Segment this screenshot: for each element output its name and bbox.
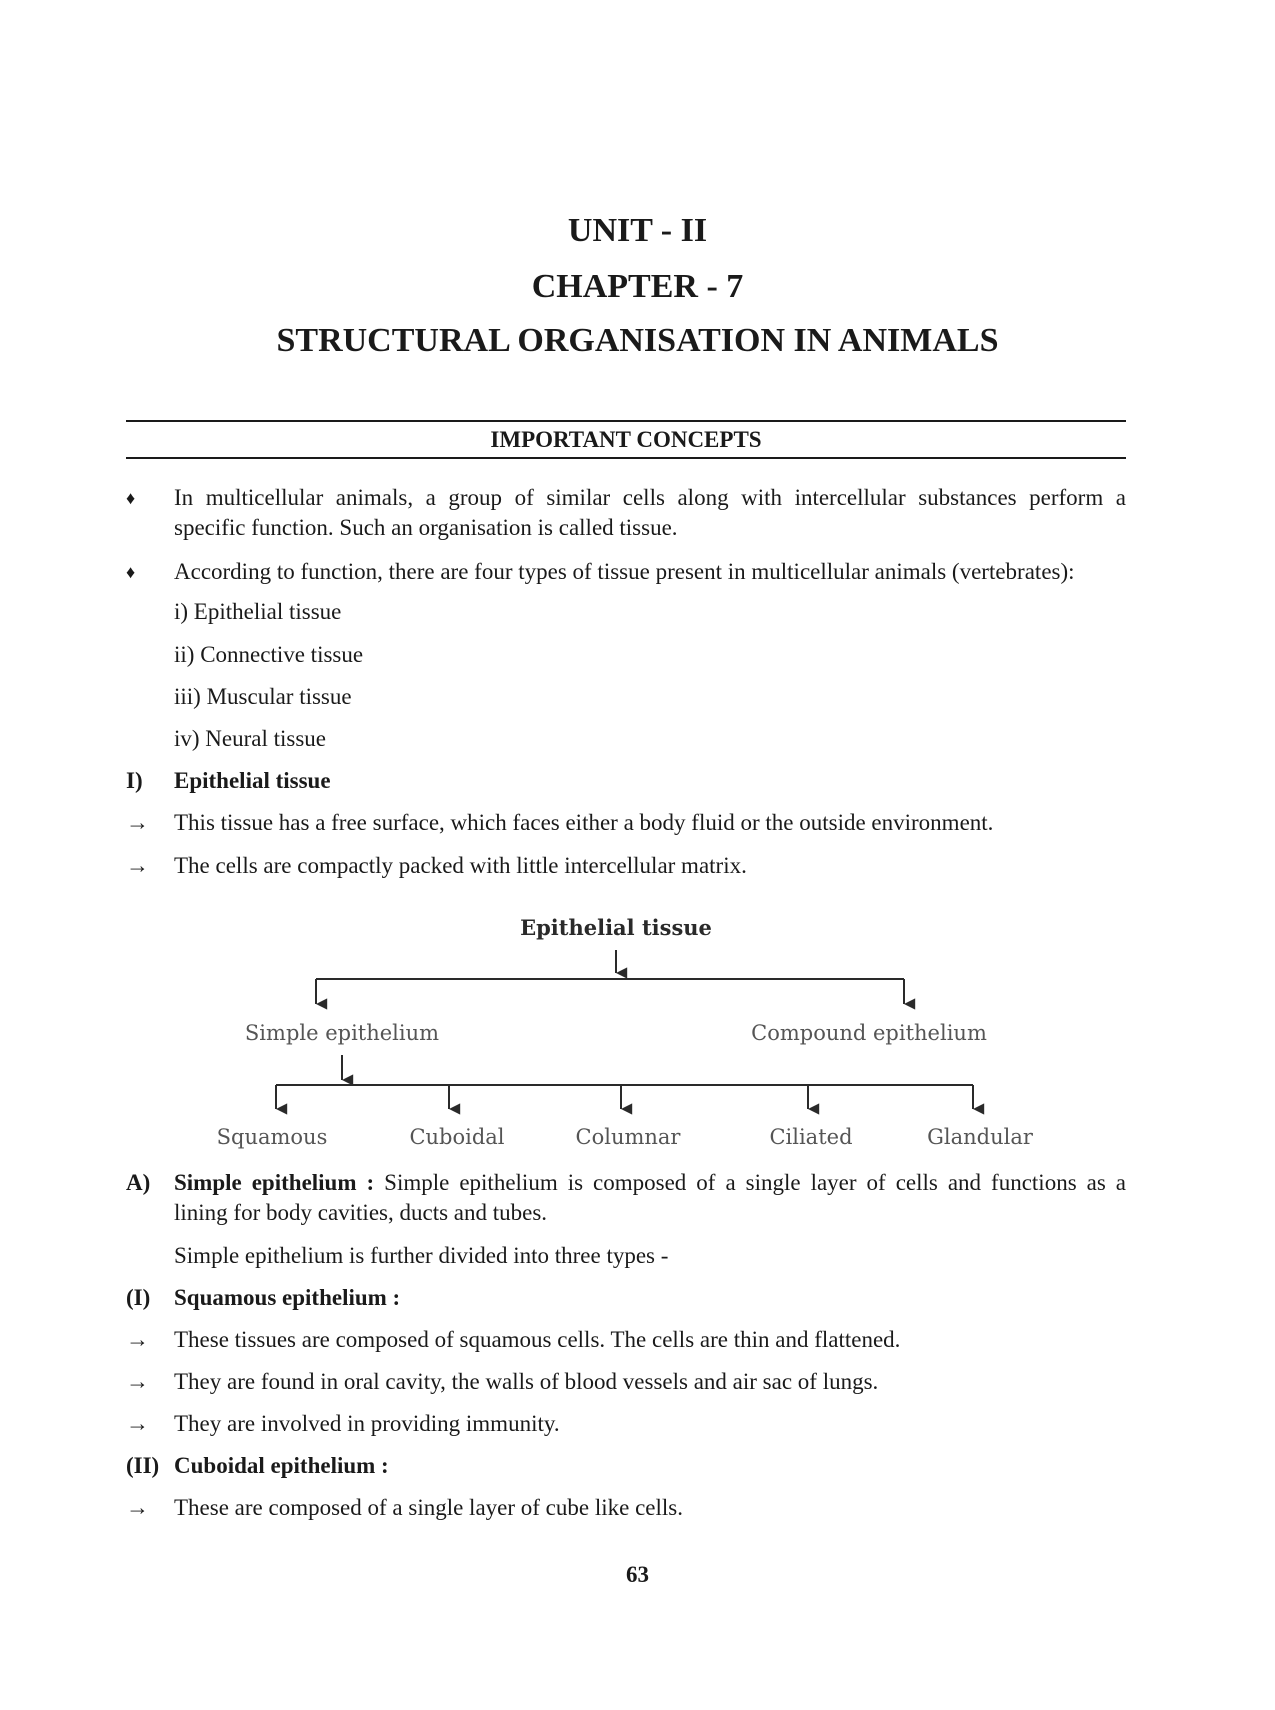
tissue-type: ii) Connective tissue [174, 642, 364, 667]
simple-epithelium-text: Simple epithelium is composed of a single layer of cells and functions as a [384, 1170, 1127, 1195]
section-marker: (II) [126, 1453, 160, 1478]
diagram-branch-label: Compound epithelium [751, 1021, 987, 1045]
tissue-type: iv) Neural tissue [174, 726, 327, 751]
arrow-icon: → [126, 810, 149, 835]
tissue-type: i) Epithelial tissue [174, 599, 342, 624]
diagram-leaf-label: Squamous [216, 1125, 328, 1149]
epithelial-heading: Epithelial tissue [174, 768, 331, 793]
arrow-point: → They are found in oral cavity, the walls of blood vessels and air sac of lungs. [126, 1367, 1126, 1397]
chapter-title: STRUCTURAL ORGANISATION IN ANIMALS [276, 322, 999, 359]
arrow-icon: → [126, 1327, 149, 1352]
section-marker: I) [126, 768, 143, 793]
squamous-heading-row [126, 1283, 1126, 1313]
bullet-line: specific function. Such an organisation is called tissue. [174, 515, 678, 540]
diagram-leaf-label: Glandular [927, 1125, 1033, 1149]
chapter-heading: CHAPTER - 7 [531, 268, 744, 305]
section-marker: A) [126, 1170, 151, 1195]
bullet-line: According to function, there are four types of tissue present in multicellular animals (vertebrates): [174, 559, 1075, 584]
diagram-root-label: Epithelial tissue [520, 915, 712, 940]
arrow-point: → They are involved in providing immunity. [126, 1409, 1126, 1439]
arrow-icon: → [126, 1495, 149, 1520]
diamond-bullet-icon: ♦ [126, 488, 136, 508]
diagram-branch-label: Simple epithelium [244, 1021, 440, 1045]
cuboidal-heading-row [126, 1451, 1126, 1481]
page-number: 63 [626, 1562, 649, 1587]
diagram-leaf-label: Cuboidal [409, 1125, 505, 1149]
diagram-leaf-label: Columnar [575, 1125, 681, 1149]
simple-epithelium-row [126, 1168, 1126, 1228]
unit-heading: UNIT - II [567, 212, 708, 249]
arrow-point: → These tissues are composed of squamous cells. The cells are thin and flattened. [126, 1325, 1126, 1355]
arrow-icon: → [126, 853, 149, 878]
further-line: Simple epithelium is further divided into three types - [174, 1243, 669, 1268]
bullet-line: In multicellular animals, a group of similar cells along with intercellular substances perform a [174, 485, 1126, 510]
diagram-leaf-label: Ciliated [769, 1125, 853, 1149]
squamous-heading: Squamous epithelium : [174, 1285, 401, 1310]
diamond-bullet-icon: ♦ [126, 562, 136, 582]
tissue-type: iii) Muscular tissue [174, 684, 352, 709]
arrow-point: → These are composed of a single layer of cube like cells. [126, 1493, 1126, 1523]
simple-epithelium-heading: Simple epithelium : [174, 1170, 375, 1195]
section-marker: (I) [126, 1285, 151, 1310]
section-heading: IMPORTANT CONCEPTS [490, 427, 762, 452]
arrow-point: → The cells are compactly packed with little intercellular matrix. [126, 851, 1126, 881]
cuboidal-heading: Cuboidal epithelium : [174, 1453, 389, 1478]
arrow-icon: → [126, 1411, 149, 1436]
simple-epithelium-text: lining for body cavities, ducts and tubes. [174, 1200, 548, 1225]
arrow-point: → This tissue has a free surface, which faces either a body fluid or the outside environment. [126, 808, 1126, 838]
arrow-icon: → [126, 1369, 149, 1394]
